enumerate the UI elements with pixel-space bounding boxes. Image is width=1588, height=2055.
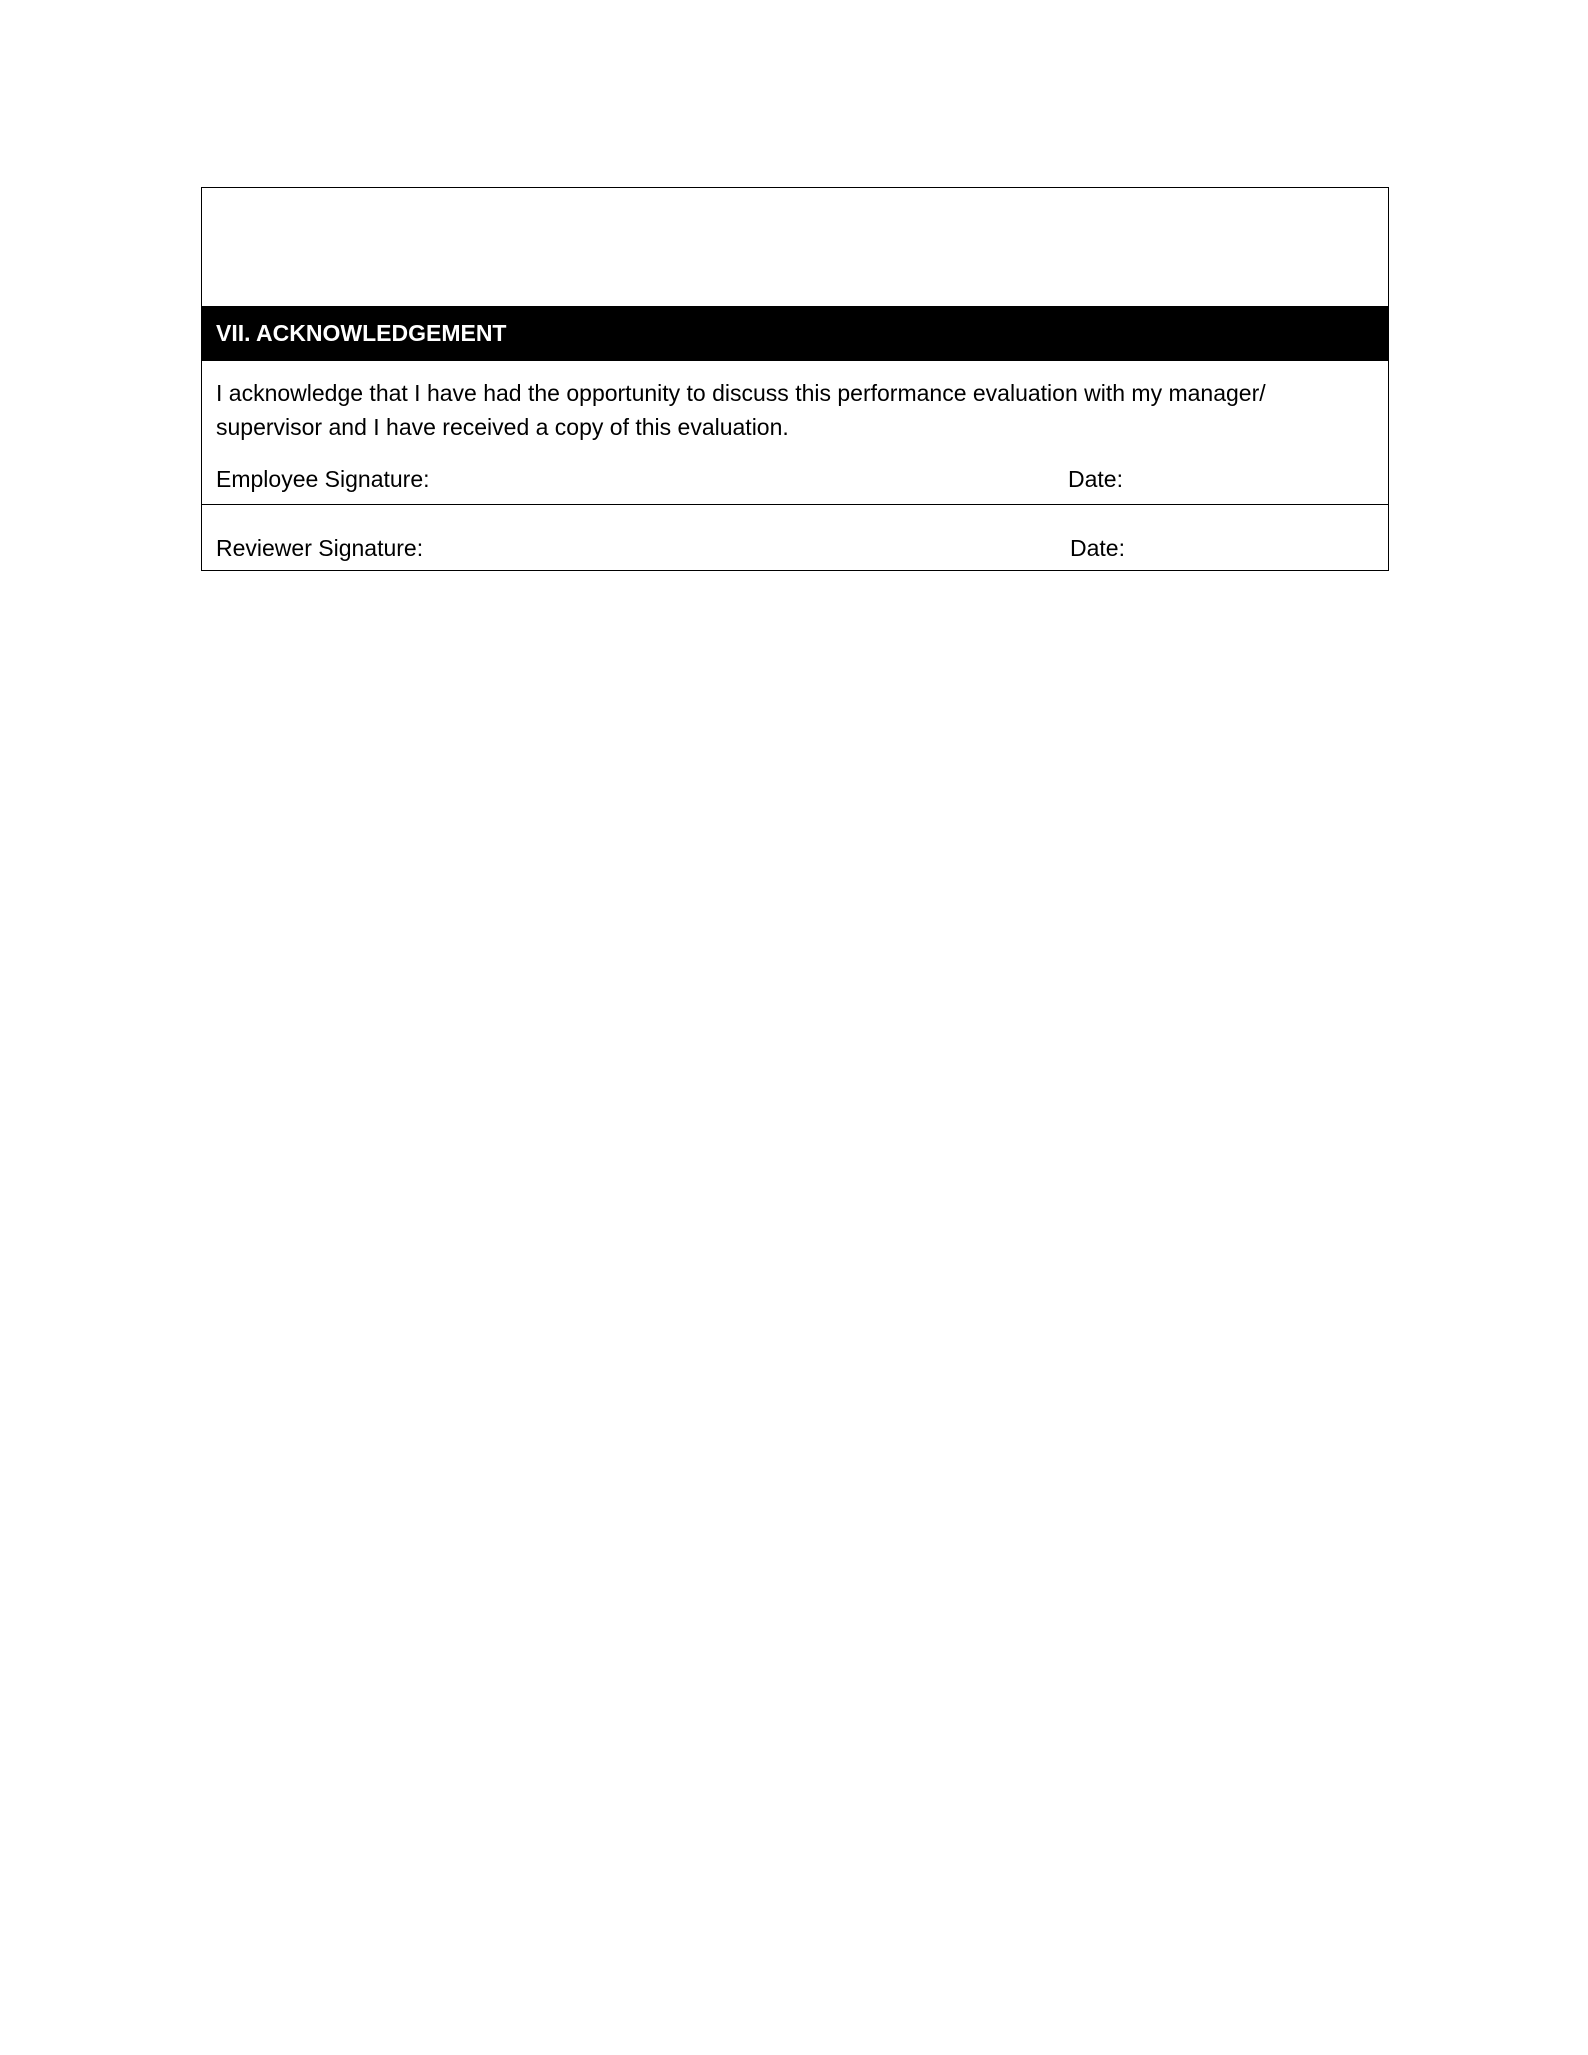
row-divider xyxy=(202,504,1388,505)
employee-signature-label: Employee Signature: xyxy=(216,466,430,492)
acknowledgement-form xyxy=(201,187,1389,571)
previous-section-blank-area xyxy=(202,188,1388,306)
reviewer-signature-label: Reviewer Signature: xyxy=(216,535,424,561)
reviewer-date-label: Date: xyxy=(1070,535,1125,561)
acknowledgement-text: I acknowledge that I have had the opportunity to discuss this performance evaluation with my manager/ supervisor and I have received a copy of this evaluation. xyxy=(216,380,1266,440)
employee-date-label: Date: xyxy=(1068,466,1123,492)
section-header: VII. ACKNOWLEDGEMENT xyxy=(202,306,1388,361)
